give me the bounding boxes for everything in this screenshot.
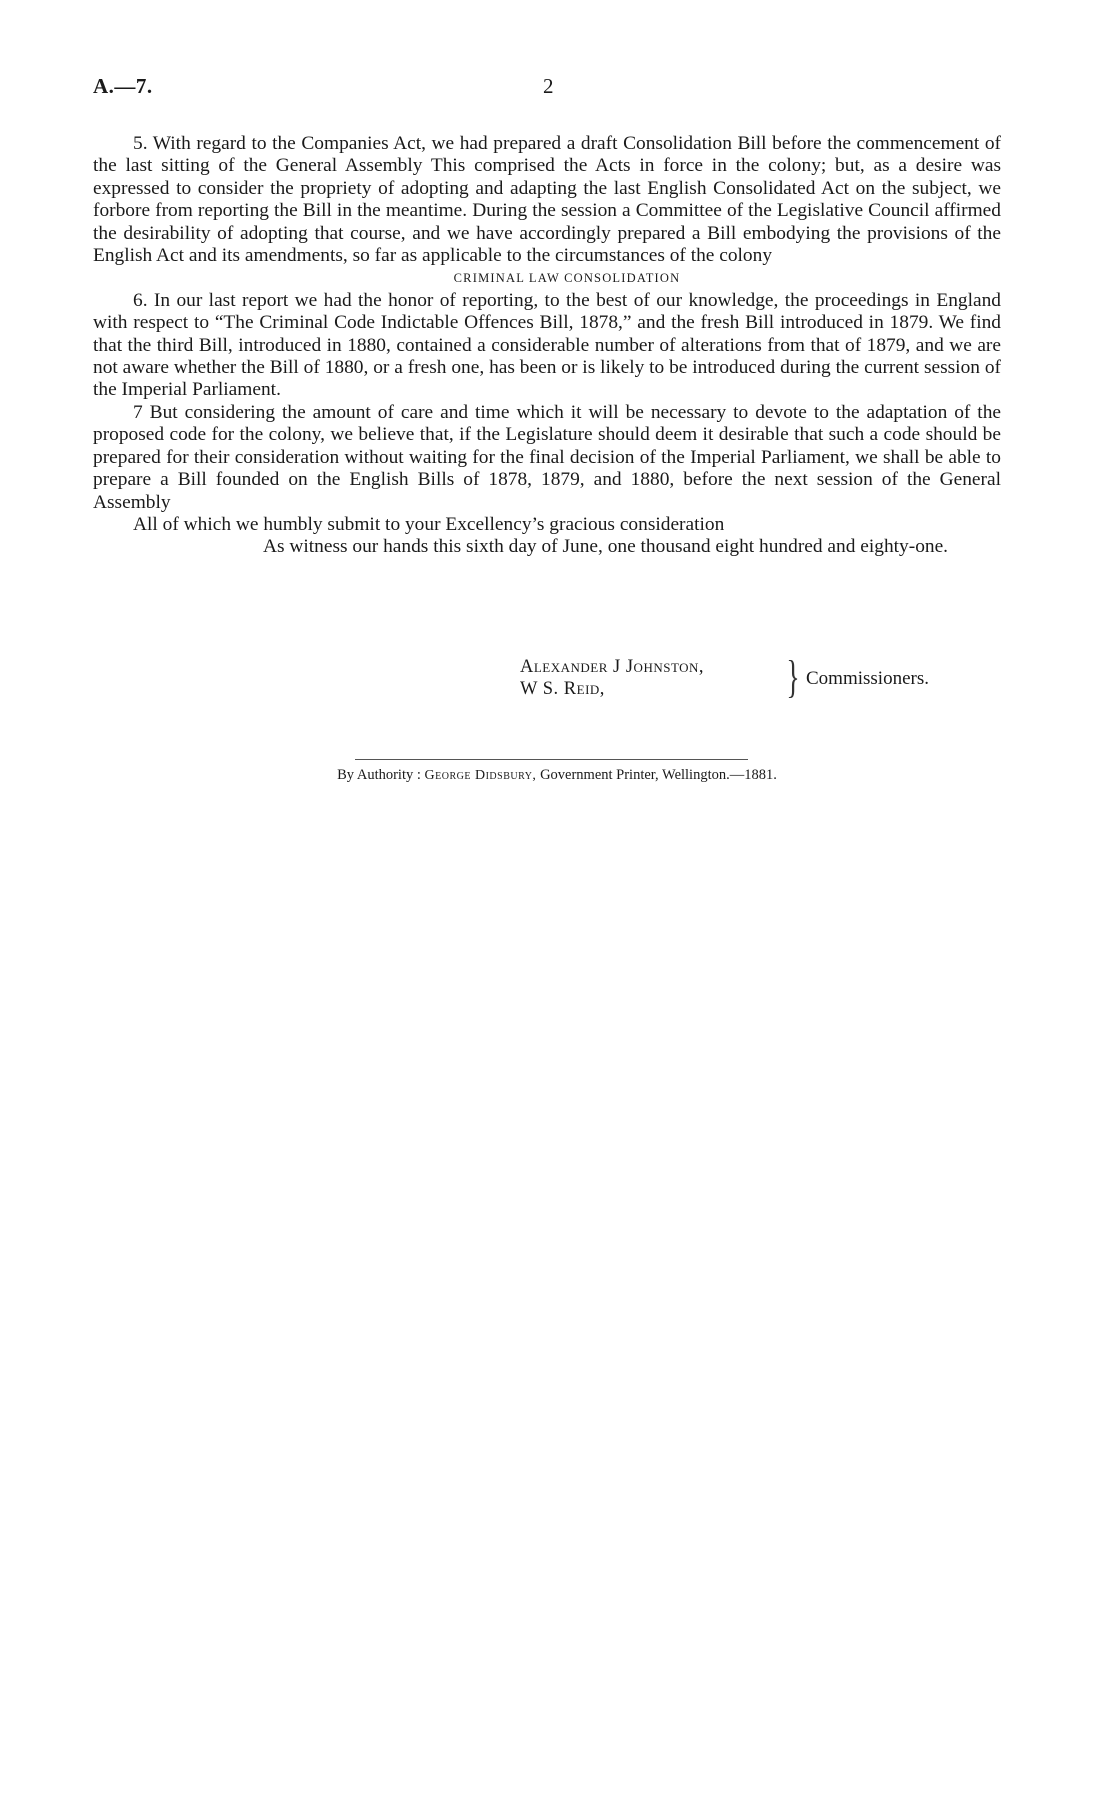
report-body [93, 133, 1001, 559]
signer-johnston: Alexander J Johnston, [520, 657, 705, 677]
printer-imprint [0, 767, 1114, 784]
page-number: 2 [543, 74, 554, 98]
paragraph-5-companies-act: 5. With regard to the Companies Act, we had prepared a draft Consolidation Bill before the commencement of the last sitting of the General Assembly This comprised the Acts in force in the colony; but, as a desire was expressed to consider the propriety of adopting and adapting the last English Consolidated Act on the subject, we forbore from reporting the Bill in the meantime. During the session a Committee of the Legislative Council affirmed the desirability of adopting that course, and we have accordingly prepared a Bill embodying the provisions of the English Act and its amendments, so far as applicable to the circumstances of the colony [93, 133, 1001, 267]
right-brace-icon: } [786, 651, 800, 702]
signer-role: Commissioners. [806, 668, 929, 689]
imprint-suffix: Government Printer, Wellington.—1881. [540, 767, 777, 783]
page-header [93, 74, 1021, 106]
signer-reid: W S. Reid, [520, 679, 605, 699]
printer-name: George Didsbury, [424, 768, 537, 783]
paragraph-7-adaptation: 7 But considering the amount of care and time which it will be necessary to devote to the adaptation of the proposed code for the colony, we believe that, if the Legislature should deem it desirable that such a code should be prepared for their consideration without waiting for the final decision of the Imperial Parliament, we shall be able to prepare a Bill founded on the English Bills of 1878, 1879, and 1880, before the next session of the General Assembly [93, 401, 1001, 513]
signature-block [520, 651, 1000, 716]
submission-line: All of which we humbly submit to your Excellency’s gracious consideration [133, 513, 725, 535]
footer-divider [355, 759, 748, 760]
witness-text: As witness our hands this sixth day of June, one thousand eight hundred and eighty-one. [263, 536, 949, 558]
signer-names [520, 656, 704, 700]
witness-line [93, 536, 1001, 558]
imprint-prefix: By Authority : [337, 767, 421, 783]
paragraph-6-criminal-code: 6. In our last report we had the honor of reporting, to the best of our knowledge, the proceedings in England with respect to “The Criminal Code Indictable Offences Bill, 1878,” and the fresh Bill introduced in 1879. We find that the third Bill, introduced in 1880, contained a considerable number of alterations from that of 1879, and we are not aware whether the Bill of 1880, or a fresh one, has been or is likely to be introduced during the current session of the Imperial Parliament. [93, 289, 1001, 401]
document-reference: A.—7. [93, 74, 153, 98]
section-heading-criminal-law: CRIMINAL LAW CONSOLIDATION [453, 271, 681, 286]
